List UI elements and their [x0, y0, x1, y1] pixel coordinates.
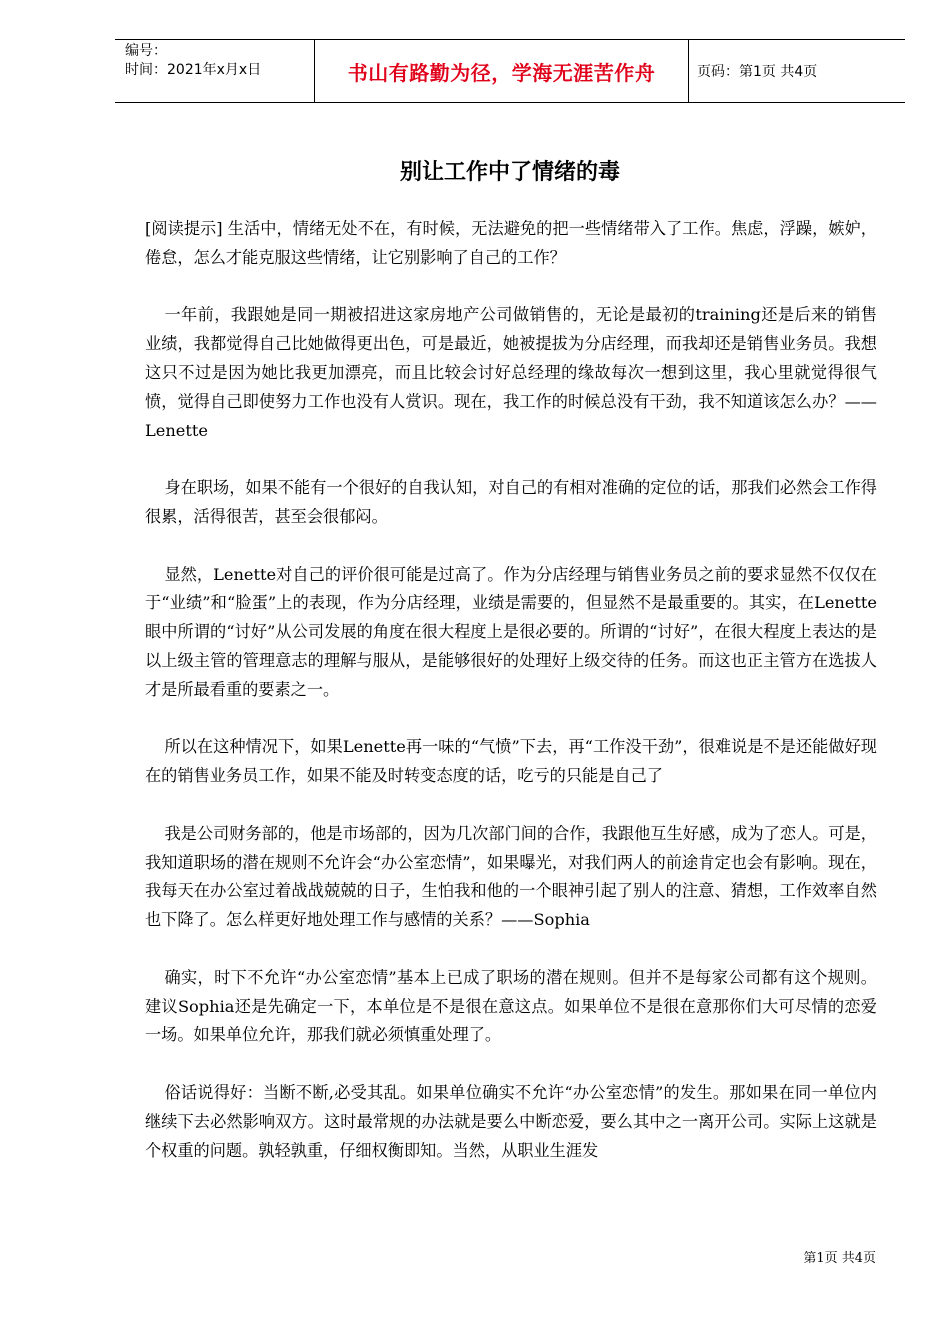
- reading-tip-paragraph: [阅读提示] 生活中，情绪无处不在，有时候，无法避免的把一些情绪带入了工作。焦虑，浮躁，嫉妒，倦怠，怎么才能克服这些情绪，让它别影响了自己的工作？: [145, 219, 877, 267]
- header-motto: 书山有路勤为径，学海无涯苦作舟: [315, 40, 689, 102]
- body-paragraph: 所以在这种情况下，如果Lenette再一味的“气愤”下去，再“工作没干劲”，很难说是不是还能做好现在的销售业务员工作，如果不能及时转变态度的话，吃亏的只能是自己了: [145, 737, 877, 786]
- header-page-info: 页码：第1页 共4页: [697, 64, 818, 80]
- number-label: 编号：: [125, 43, 167, 59]
- body-paragraph: 身在职场，如果不能有一个很好的自我认知，对自己的有相对准确的定位的话，那我们必然会工作得很累，活得很苦，甚至会很郁闷。: [145, 478, 877, 526]
- time-line: 时间：2021年x月x日: [125, 62, 262, 78]
- body-paragraph: 一年前，我跟她是同一期被招进这家房地产公司做销售的，无论是最初的training还是后来的销售业绩，我都觉得自己比她做得更出色，可是最近，她被提拔为分店经理，而我却还是销售业务员。我想这只不过是因为她比我更加漂亮，而且比较会讨好总经理的缘故每次一想到这里，我心里就觉得很气愤，觉得自己即使努力工作也没有人赏识。现在，我工作的时候总没有干劲，我不知道该怎么办？——Lenette: [145, 305, 877, 440]
- body-paragraph: 确实，时下不允许“办公室恋情”基本上已成了职场的潜在规则。但并不是每家公司都有这个规则。建议Sophia还是先确定一下，本单位是不是很在意这点。如果单位不是很在意那你们大可尽情的恋爱一场。如果单位允许，那我们就必须慎重处理了。: [145, 967, 877, 1045]
- body-paragraph: 我是公司财务部的，他是市场部的，因为几次部门间的合作，我跟他互生好感，成为了恋人。可是，我知道职场的潜在规则不允许会“办公室恋情”，如果曝光，对我们两人的前途肯定也会有影响。现在，我每天在办公室过着战战兢兢的日子，生怕我和他的一个眼神引起了别人的注意、猜想，工作效率自然也下降了。怎么样更好地处理工作与感情的关系？——Sophia: [145, 823, 877, 930]
- document-title: 别让工作中了情绪的毒: [399, 160, 620, 185]
- page-footer: 第1页 共4页: [803, 1251, 876, 1266]
- body-paragraph: 显然，Lenette对自己的评价很可能是过高了。作为分店经理与销售业务员之前的要求显然不仅仅在于“业绩”和“脸蛋”上的表现，作为分店经理，业绩是需要的，但显然不是最重要的。其实，在Lenette眼中所谓的“讨好”从公司发展的角度在很大程度上是很必要的。所谓的“讨好”，在很大程度上表达的是以上级主管的管理意志的理解与服从，是能够很好的处理好上级交待的任务。而这也正主管方在选拔人才是所最看重的要素之一。: [145, 564, 877, 699]
- body-paragraph: 俗话说得好：当断不断,必受其乱。如果单位确实不允许“办公室恋情”的发生。那如果在同一单位内继续下去必然影响双方。这时最常规的办法就是要么中断恋爱，要么其中之一离开公司。实际上这就是个权重的问题。孰轻孰重，仔细权衡即知。当然，从职业生涯发: [145, 1082, 877, 1160]
- page-header: [115, 39, 905, 103]
- header-meta-cell: [115, 40, 315, 102]
- document-body: [145, 215, 877, 1194]
